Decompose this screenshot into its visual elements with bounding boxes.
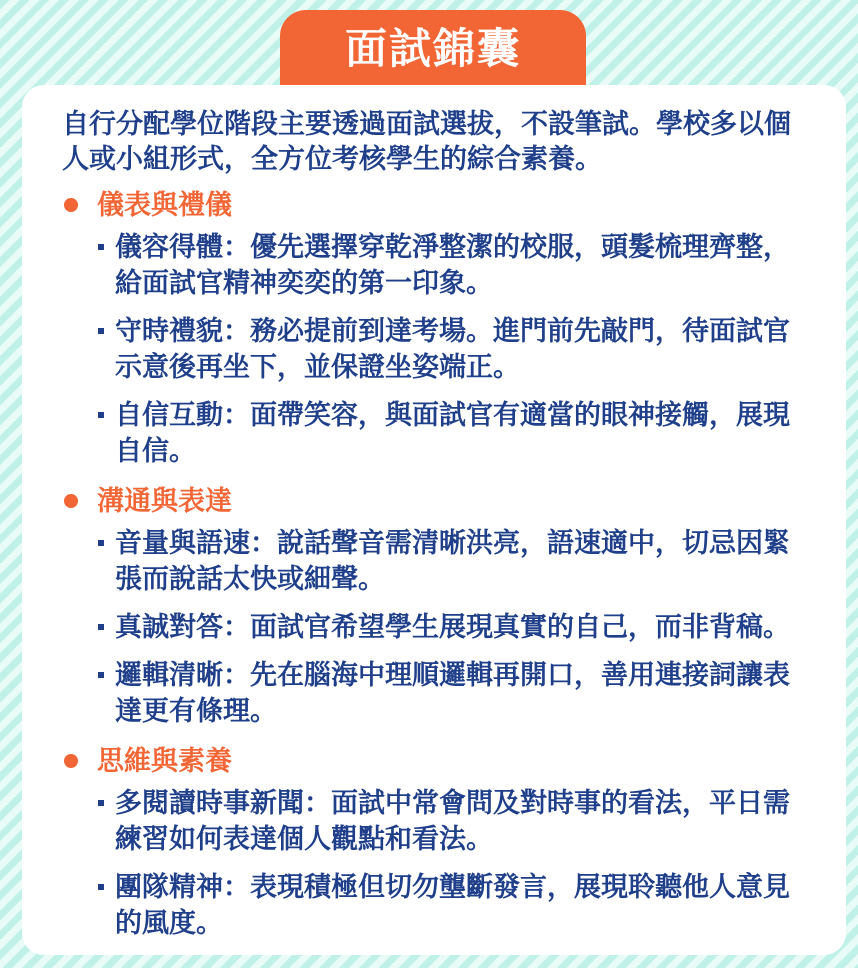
square-bullet-icon	[98, 672, 104, 678]
section-heading	[62, 481, 816, 521]
bullet-dot-icon	[64, 198, 78, 212]
section-heading-text: 溝通與表達	[97, 486, 232, 516]
section-heading	[62, 185, 816, 225]
square-bullet-icon	[98, 412, 104, 418]
bullet-dot-icon	[64, 754, 78, 768]
square-bullet-icon	[98, 624, 104, 630]
square-bullet-icon	[98, 244, 104, 250]
content-card	[22, 85, 846, 955]
list-item	[62, 609, 816, 645]
list-item	[62, 313, 816, 385]
list-item-text: 團隊精神：表現積極但切勿壟斷發言，展現聆聽他人意見的風度。	[115, 872, 790, 938]
list-item-text: 守時禮貌：務必提前到達考場。進門前先敲門，待面試官示意後再坐下，並保證坐姿端正。	[115, 316, 790, 382]
list-item-text: 真誠對答：面試官希望學生展現真實的自己，而非背稿。	[115, 612, 790, 642]
list-item-text: 多閱讀時事新聞：面試中常會問及對時事的看法，平日需練習如何表達個人觀點和看法。	[115, 788, 790, 854]
list-item-text: 邏輯清晰：先在腦海中理順邏輯再開口，善用連接詞讓表達更有條理。	[115, 660, 790, 726]
square-bullet-icon	[98, 328, 104, 334]
intro-text: 自行分配學位階段主要透過面試選拔，不設筆試。學校多以個人或小組形式，全方位考核學生的綜合素養。	[62, 109, 791, 174]
list-item	[62, 869, 816, 941]
section-heading	[62, 741, 816, 781]
list-item-text: 儀容得體：優先選擇穿乾淨整潔的校服，頭髮梳理齊整，給面試官精神奕奕的第一印象。	[115, 232, 790, 298]
title-banner: 面試錦囊	[280, 10, 586, 100]
list-item	[62, 229, 816, 301]
list-item	[62, 657, 816, 729]
list-item-text: 音量與語速：說話聲音需清晰洪亮，語速適中，切忌因緊張而說話太快或細聲。	[115, 528, 790, 594]
section-heading-text: 儀表與禮儀	[97, 190, 232, 220]
square-bullet-icon	[98, 884, 104, 890]
square-bullet-icon	[98, 800, 104, 806]
list-item-text: 自信互動：面帶笑容，與面試官有適當的眼神接觸，展現自信。	[115, 400, 790, 466]
sections	[62, 185, 816, 941]
square-bullet-icon	[98, 540, 104, 546]
section-heading-text: 思維與素養	[97, 746, 232, 776]
list-item	[62, 525, 816, 597]
bullet-dot-icon	[64, 494, 78, 508]
list-item	[62, 785, 816, 857]
list-item	[62, 397, 816, 469]
